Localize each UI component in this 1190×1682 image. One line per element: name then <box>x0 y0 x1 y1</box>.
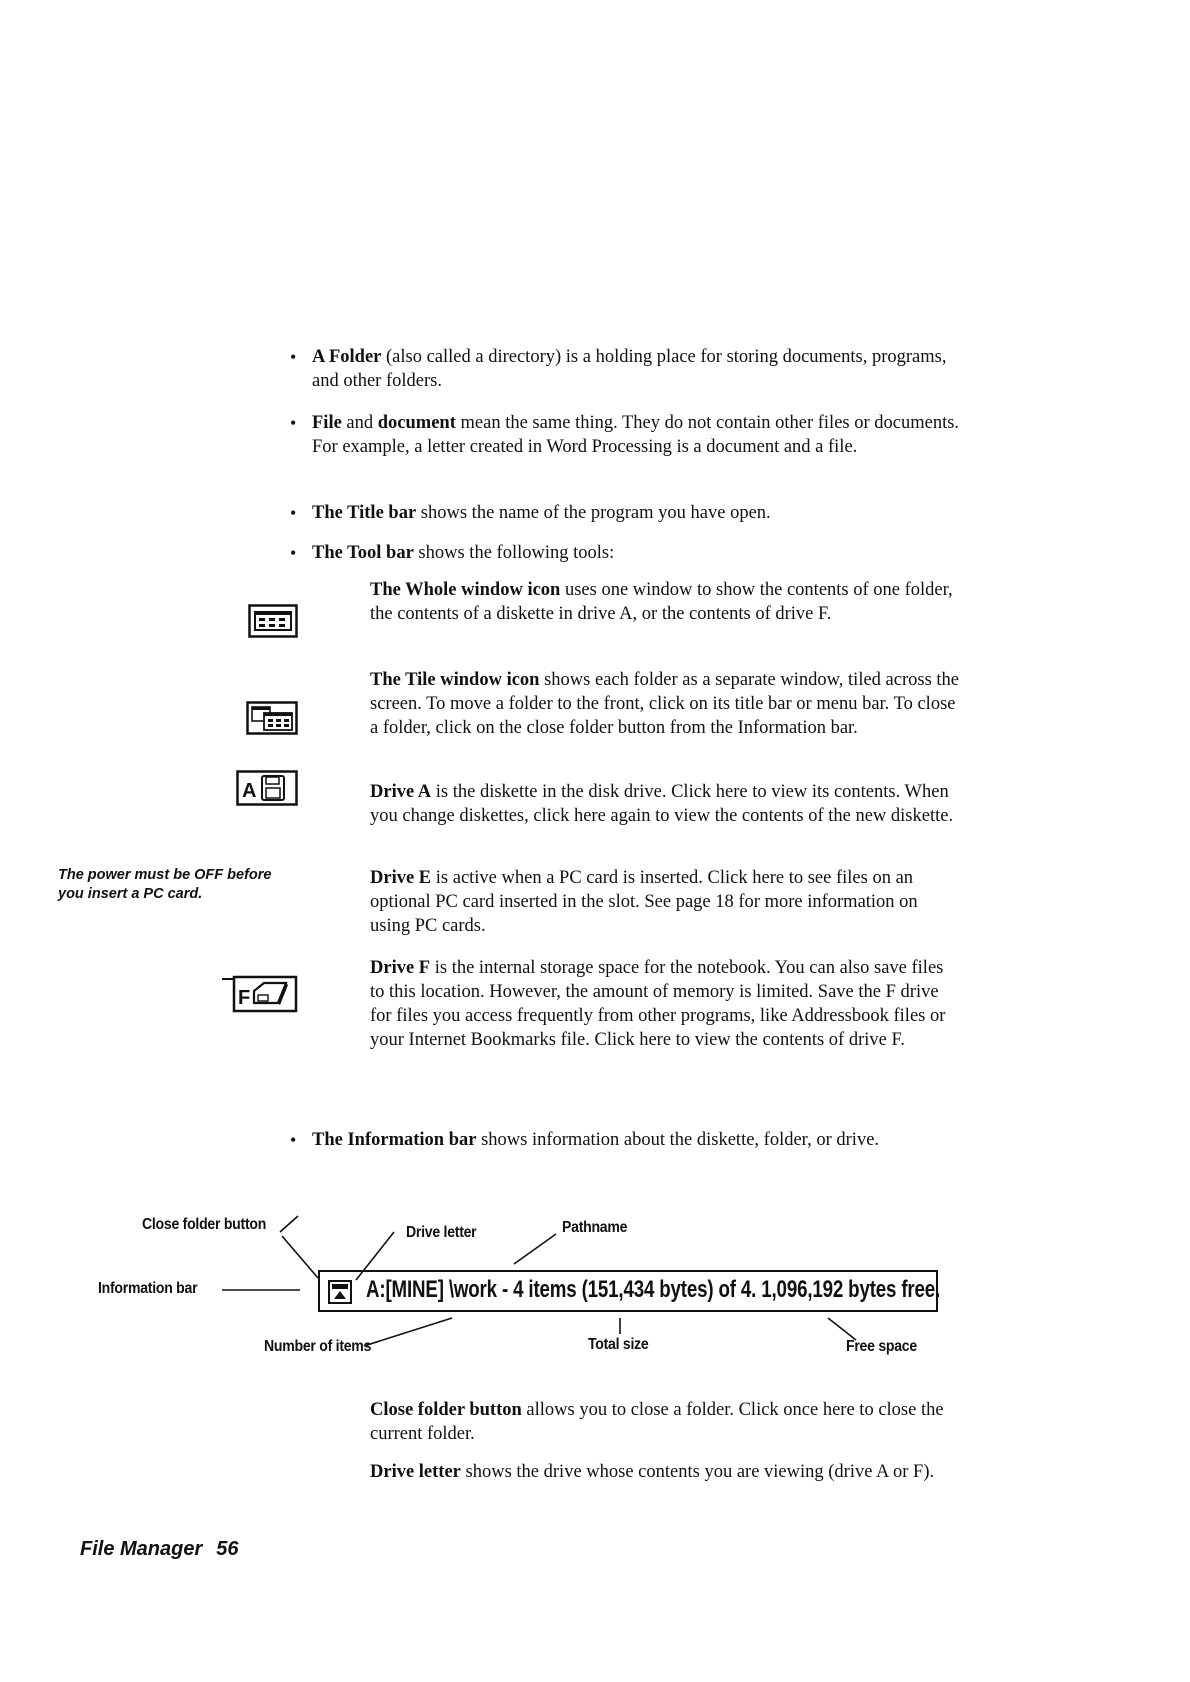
label-pathname: Pathname <box>562 1219 628 1236</box>
desc-drive-f: is the internal storage space for the notebook. You can also save files to this location. However, the amount of memory is limited. Save the F drive for files you access frequently from other programs, like Addressbook files or your Internet Bookmarks file. Click here to view the contents of drive F. <box>370 958 946 1050</box>
term-file: File <box>312 413 342 433</box>
term-whole-window: The Whole window icon <box>370 580 561 600</box>
bullet-dot: • <box>290 1130 297 1150</box>
term-drive-a: Drive A <box>370 782 432 802</box>
label-number-of-items: Number of items <box>264 1338 372 1355</box>
side-note-line1: The power must be OFF before <box>58 867 272 883</box>
term-close-folder-button: Close folder button <box>370 1400 522 1420</box>
term-tool-bar: The Tool bar <box>312 543 414 563</box>
page-footer <box>80 1538 239 1561</box>
term-tile-window: The Tile window icon <box>370 670 540 690</box>
side-note-line2: you insert a PC card. <box>58 886 203 902</box>
svg-text:A: A <box>242 780 257 802</box>
term-document: document <box>377 413 456 433</box>
leader-free-space <box>828 1318 856 1340</box>
desc-drive-a: is the diskette in the disk drive. Click here to view its contents. When you change diskettes, click here again to view the contents of the new diskette. <box>370 782 954 826</box>
text-close-folder-button: allows you to close a folder. Click once here to close the current folder. <box>370 1400 944 1444</box>
label-drive-letter: Drive letter <box>406 1224 477 1241</box>
leader-close-folder <box>282 1236 318 1278</box>
term-information-bar: The Information bar <box>312 1130 477 1150</box>
text-drive-letter: shows the drive whose contents you are viewing (drive A or F). <box>460 1462 935 1482</box>
bullet-dot: • <box>290 413 297 433</box>
information-bar-text: A:[MINE] \work - 4 items (151,434 bytes) of 4. 1,096,192 bytes free. <box>366 1276 941 1303</box>
close-folder-button[interactable] <box>328 1280 352 1304</box>
svg-text:F: F <box>238 987 251 1009</box>
term-drive-e: Drive E <box>370 868 432 888</box>
term-drive-f: Drive F <box>370 958 431 978</box>
leader-number-of-items <box>364 1318 452 1346</box>
desc-file: mean the same thing. They do not contain other files or documents. For example, a letter created in Word Processing is a document and a file. <box>312 413 960 457</box>
desc-close-folder-button <box>370 1398 962 1446</box>
term-title-bar: The Title bar <box>312 503 417 523</box>
leader-pathname <box>514 1234 556 1264</box>
information-bar[interactable] <box>318 1270 941 1312</box>
label-total-size: Total size <box>588 1336 649 1353</box>
label-information-bar: Information bar <box>98 1280 198 1297</box>
desc-folder: (also called a directory) is a holding place for storing documents, programs, and other folders. <box>312 347 947 391</box>
desc-tool-bar: shows the following tools: <box>413 543 615 563</box>
desc-whole-window: uses one window to show the contents of one folder, the contents of a diskette in drive A, or the contents of drive F. <box>370 580 953 624</box>
desc-information-bar: shows information about the diskette, folder, or drive. <box>476 1130 880 1150</box>
bullet-dot: • <box>290 503 297 523</box>
bullet-dot: • <box>290 543 297 563</box>
desc-drive-e: is active when a PC card is inserted. Click here to see files on an optional PC card inserted in the slot. See page 18 for more information on using PC cards. <box>370 868 918 936</box>
term-folder: A Folder <box>312 347 382 367</box>
desc-tile-window: shows each folder as a separate window, tiled across the screen. To move a folder to the front, click on its title bar or menu bar. To close a folder, click on the close folder button from the Information bar. <box>370 670 959 738</box>
term-drive-letter: Drive letter <box>370 1462 461 1482</box>
desc-drive-letter <box>370 1460 962 1484</box>
bullet-dot: • <box>290 347 297 367</box>
label-free-space: Free space <box>846 1338 917 1355</box>
page-number: 56 <box>216 1538 239 1560</box>
footer-section: File Manager <box>80 1538 203 1560</box>
leader-close-top <box>280 1216 298 1232</box>
label-close-folder-button: Close folder button <box>142 1216 267 1233</box>
desc-title-bar: shows the name of the program you have open. <box>416 503 771 523</box>
connector-and: and <box>341 413 378 433</box>
